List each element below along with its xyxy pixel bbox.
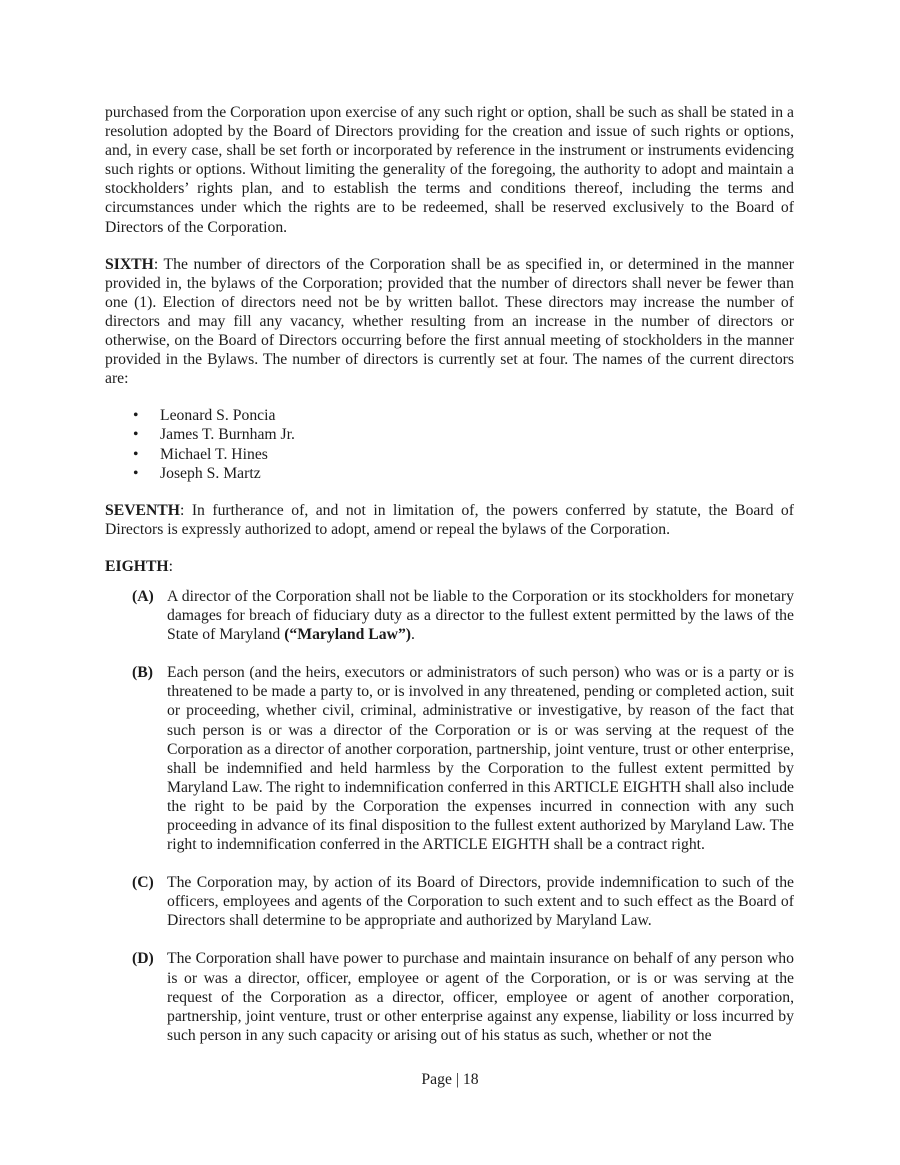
bullet-icon: • [133,407,139,425]
clause-d [105,949,794,1044]
article-eighth-heading [105,557,794,576]
bullet-icon: • [133,426,139,444]
clause-c-label: (C) [132,874,154,892]
article-seventh-paragraph [105,501,794,539]
clause-d-text: The Corporation shall have power to purchase and maintain insurance on behalf of any person who is or was a director, officer, employee or agent of the Corporation, or is or was serving at the request of the Corporation as a director, officer, employee or agent of another corporation, partnership, joint venture, trust or other enterprise against any expense, liability or loss incurred by such person in any such capacity or arising out of his status as such, whether or not the [167,950,794,1044]
article-eighth-label: EIGHTH [105,557,169,575]
director-list-item [105,406,794,425]
article-seventh-label: SEVENTH [105,501,180,519]
clause-c-text: The Corporation may, by action of its Board of Directors, provide indemnification to such of the officers, employees and agents of the Corporation to such extent and to such effect as the Board of Directors shall determine to be appropriate and authorized by Maryland Law. [167,874,794,930]
clause-d-label: (D) [132,950,154,968]
article-sixth-text: : The number of directors of the Corporation shall be as specified in, or determined in the manner provided in, the bylaws of the Corporation; provided that the number of directors shall never be fewer than one (1). Election of directors need not be by written ballot. These directors may increase the number of directors and may fill any vacancy, whether resulting from an increase in the number of directors or otherwise, on the Board of Directors occurring before the first annual meeting of stockholders in the manner provided in the Bylaws. The number of directors is currently set at four. The names of the current directors are: [105,255,794,388]
article-eighth-colon: : [168,557,173,575]
clause-a-text-end: . [411,626,415,644]
clause-c [105,873,794,930]
director-list [105,406,794,482]
page-number-footer: Page | 18 [421,1071,479,1088]
bullet-icon: • [133,464,139,482]
director-name: James T. Burnham Jr. [160,426,295,444]
clause-b [105,663,794,854]
clause-a-text [167,587,794,644]
clause-b-label: (B) [132,664,153,682]
director-list-item [105,425,794,444]
clause-b-text: Each person (and the heirs, executors or administrators of such person) who was or is a party or is threatened to be made a party to, or is involved in any threatened, pending or completed action, suit or proceeding, whether civil, criminal, administrative or investigative, by reason of the fact that such person is or was a director of the Corporation or is or was serving at the request of the Corporation as a director of another corporation, partnership, joint venture, trust or other enterprise, shall be indemnified and held harmless by the Corporation to the fullest extent permitted by Maryland Law. The right to indemnification conferred in this ARTICLE EIGHTH shall also include the right to be paid by the Corporation the expenses incurred in connection with any such proceeding in advance of its final disposition to the fullest extent authorized by Maryland Law. The right to indemnification conferred in the ARTICLE EIGHTH shall be a contract right. [167,664,794,854]
article-seventh-text: : In furtherance of, and not in limitation of, the powers conferred by statute, the Board of Directors is expressly authorized to adopt, amend or repeal the bylaws of the Corporation. [105,501,794,538]
article-sixth-paragraph [105,255,794,389]
clause-a-text-start: A director of the Corporation shall not be liable to the Corporation or its stockholders for monetary damages for breach of fiduciary duty as a director to the fullest extent permitted by the laws of the State of Maryland [167,587,794,644]
director-name: Leonard S. Poncia [160,407,276,425]
bullet-icon: • [133,445,139,463]
director-list-item [105,445,794,464]
clause-a [105,587,794,644]
maryland-law-defined-term: (“Maryland Law”) [284,626,412,644]
article-sixth-label: SIXTH [105,255,154,273]
director-name: Joseph S. Martz [160,464,261,482]
director-name: Michael T. Hines [160,445,268,463]
intro-paragraph: purchased from the Corporation upon exercise of any such right or option, shall be such as shall be stated in a resolution adopted by the Board of Directors providing for the creation and issue of such rights or options, and, in every case, shall be set forth or incorporated by reference in the instrument or instruments evidencing such rights or options. Without limiting the generality of the foregoing, the authority to adopt and maintain a stockholders’ rights plan, and to establish the terms and conditions thereof, including the terms and circumstances under which the rights are to be redeemed, shall be reserved exclusively to the Board of Directors of the Corporation. [105,104,794,236]
clause-a-label: (A) [132,587,154,605]
director-list-item [105,464,794,483]
